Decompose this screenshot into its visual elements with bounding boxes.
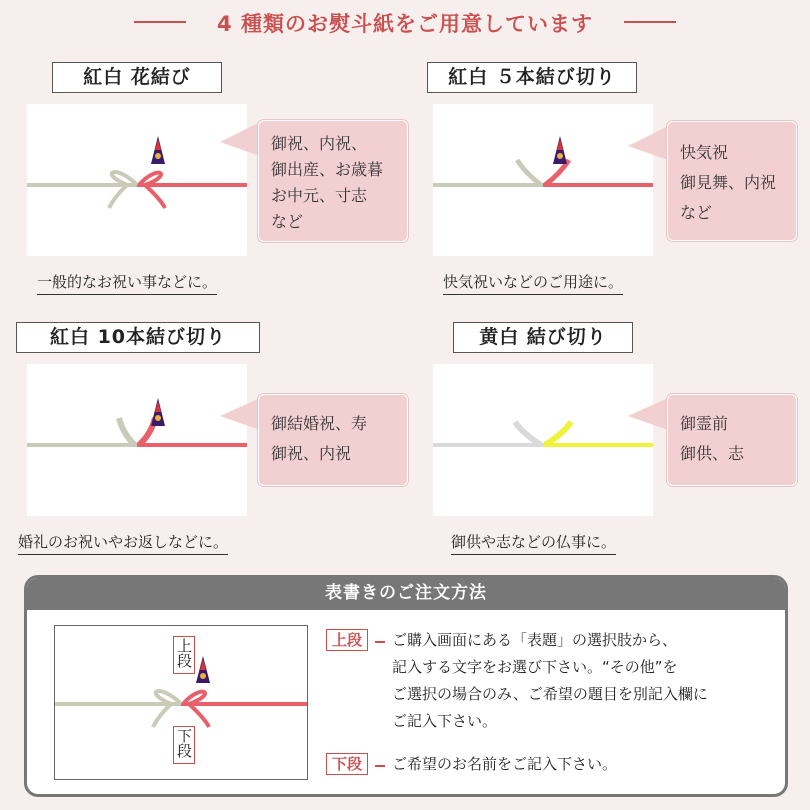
demo-lower-box: 下段 — [173, 726, 195, 764]
lower-step-dash — [375, 765, 385, 767]
type-label-kihaku-musubikiri: 黄白 結び切り — [453, 322, 633, 353]
header-rule-right — [624, 21, 676, 23]
noshi-bow-illustration — [27, 364, 247, 516]
noshi-bow-illustration — [433, 364, 653, 516]
noshi-card-kihaku-musubikiri — [433, 364, 653, 516]
noshi-card-5-musubikiri — [433, 104, 653, 256]
noshi-bow-illustration — [27, 104, 247, 256]
howto-title: 表書きのご注文方法 — [27, 578, 785, 610]
noshi-card-10-musubikiri — [27, 364, 247, 516]
noshi-card-hanamusubi — [27, 104, 247, 256]
usage-caption-hanamusubi: 一般的なお祝い事などに。 — [37, 271, 217, 295]
type-label-5-musubikiri: 紅白 ５本結び切り — [427, 62, 637, 93]
usage-caption-kihaku-musubikiri: 御供や志などの仏事に。 — [451, 531, 616, 555]
lower-step-label: 下段 — [326, 753, 368, 775]
type-label-hanamusubi: 紅白 花結び — [52, 62, 222, 93]
usage-bubble-10-musubikiri: 御結婚祝、寿 御祝、内祝 — [258, 394, 408, 486]
type-label-10-musubikiri: 紅白 10本結び切り — [16, 322, 260, 353]
bubble-tail — [220, 396, 262, 436]
lower-step-text: ご希望のお名前をご記入下さい。 — [392, 755, 618, 773]
page-title: 4 種類のお熨斗紙をご用意しています — [217, 12, 593, 36]
upper-step-dash — [375, 641, 385, 643]
bubble-tail — [220, 120, 262, 160]
usage-caption-10-musubikiri: 婚礼のお祝いやお返しなどに。 — [18, 531, 228, 555]
usage-bubble-kihaku-musubikiri: 御霊前 御供、志 — [667, 394, 797, 486]
usage-caption-5-musubikiri: 快気祝いなどのご用途に。 — [443, 271, 623, 295]
bubble-tail — [628, 124, 670, 164]
howto-panel — [24, 575, 788, 797]
noshi-demo — [54, 625, 308, 780]
usage-bubble-5-musubikiri: 快気祝 御見舞、内祝 など — [667, 121, 797, 241]
demo-upper-box: 上段 — [173, 636, 195, 674]
bubble-tail — [628, 396, 670, 436]
upper-step-label: 上段 — [326, 629, 368, 651]
noshi-bow-illustration — [433, 104, 653, 256]
upper-step-text: ご購入画面にある「表題」の選択肢から、 記入する文字をお選び下さい。“その他”を ご選択の場合のみ、ご希望の題目を別記入欄に ご記入下さい。 — [392, 631, 708, 730]
usage-bubble-hanamusubi: 御祝、内祝、 御出産、お歳暮 お中元、寸志 など — [258, 120, 408, 242]
